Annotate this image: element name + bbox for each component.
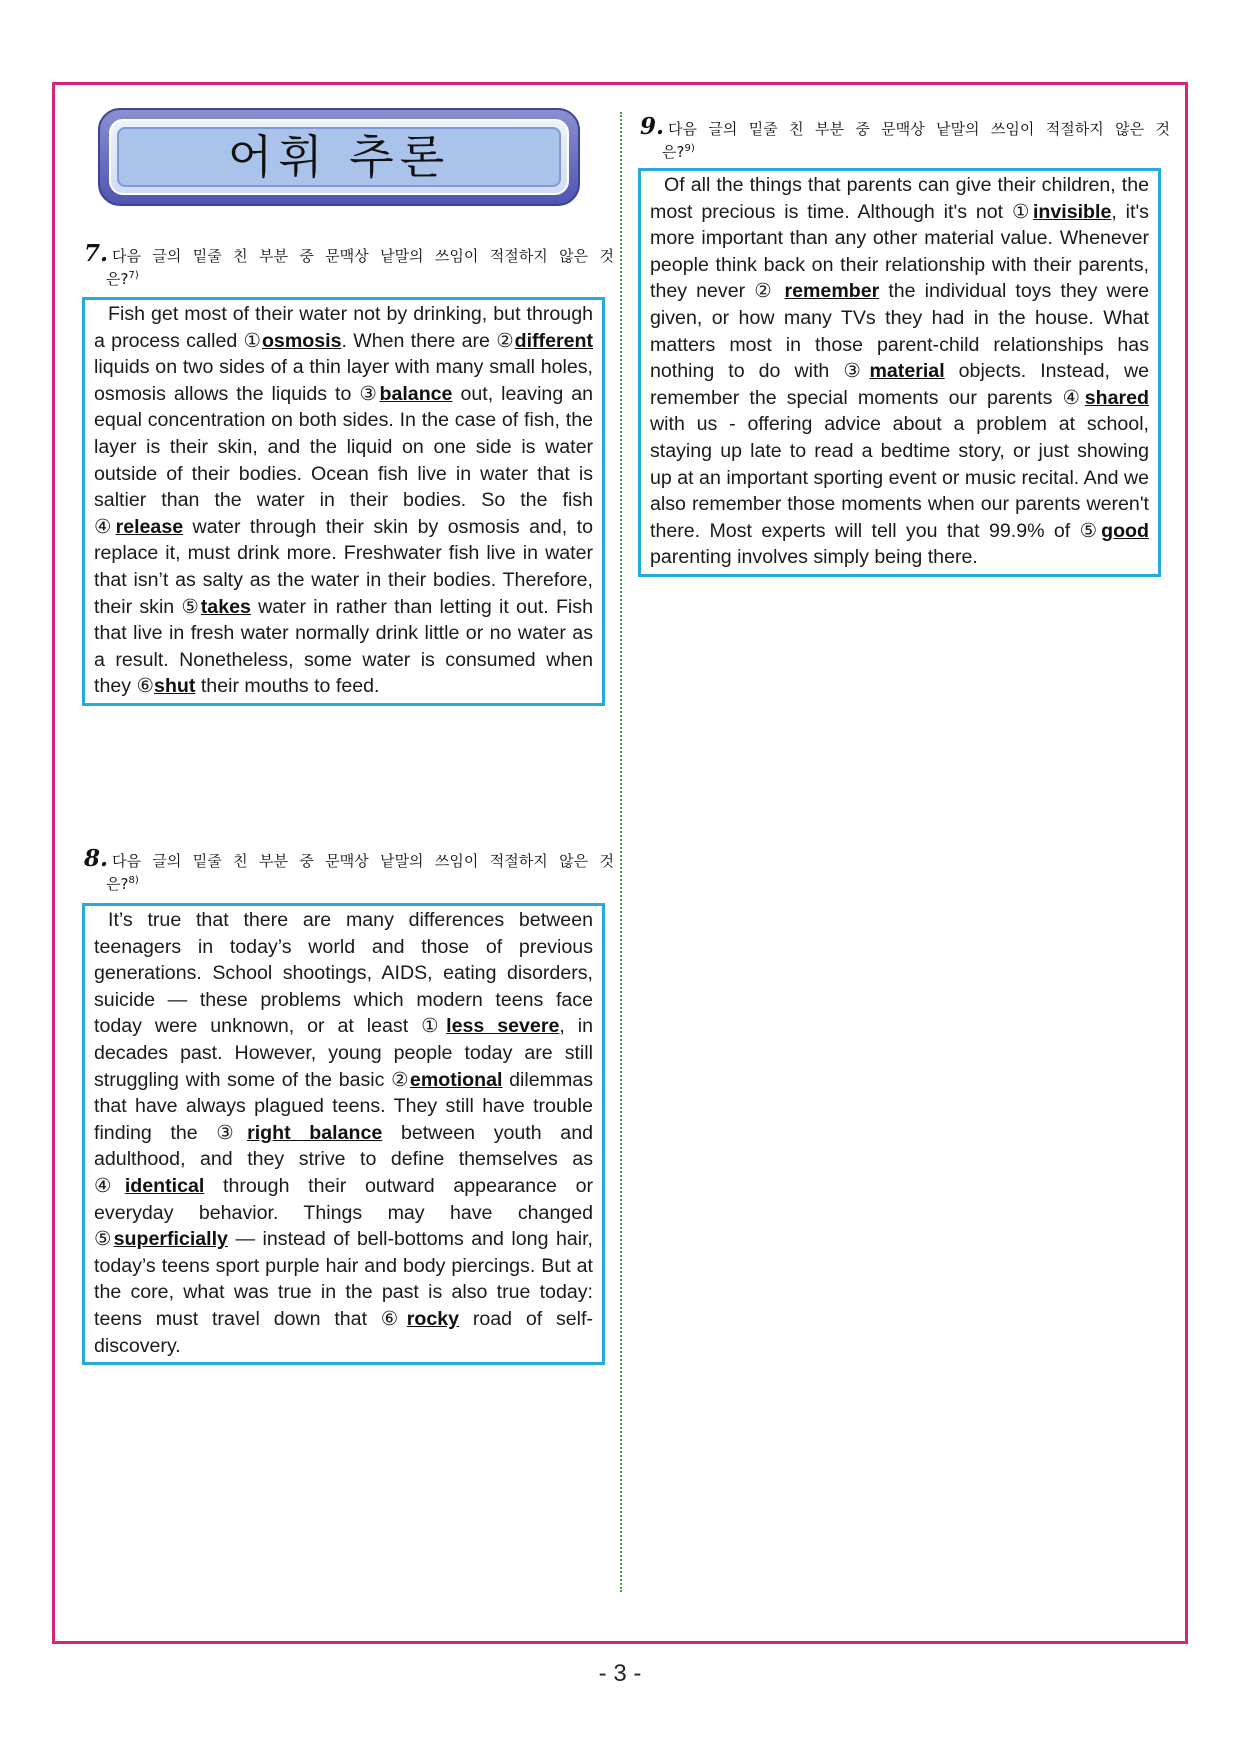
passage-segment: with us - offering advice about a problem at school, staying up late to read a bedtime story, or just showing up at an important sporting event or music recital. And we also remember those moments when our parents weren't there. Most experts will tell you that 99.9% of ⑤ (650, 413, 1149, 542)
banner-inner (109, 119, 569, 195)
passage-segment: the individual toys they were given, or how many TVs they had in the house. What matters most in those parent-child relationships has nothing to do with ③ (650, 280, 1149, 383)
underlined-word: superficially (113, 1228, 228, 1251)
passage-segment: objects. Instead, we remember the special moments our parents ④ (650, 360, 1149, 409)
question-8-header (84, 845, 614, 894)
underlined-word: remember (784, 280, 880, 303)
passage-segment: It’s true that there are many differences between teenagers in today’s world and those of previous generations. School shootings, AIDS, eating disorders, suicide — these problems which modern teens face today were unknown, or at least ① (94, 909, 593, 1038)
section-banner (98, 108, 580, 206)
question-prompt-end: 은? (106, 875, 129, 893)
column-divider (620, 112, 622, 1592)
question-prompt: 다음 글의 밑줄 친 부분 중 문맥상 낱말의 쓰임이 적절하지 않은 것 (112, 852, 614, 870)
underlined-word: shared (1084, 386, 1149, 409)
footnote-ref: 9) (684, 143, 695, 154)
question-number: 8. (84, 845, 109, 872)
passage-segment: liquids on two sides of a thin layer with many small holes, osmosis allows the liquids to ③ (94, 356, 593, 405)
underlined-word: different (514, 329, 593, 352)
underlined-word: good (1101, 519, 1149, 542)
underlined-word: rocky (406, 1307, 460, 1330)
underlined-word: balance (379, 382, 453, 405)
underlined-word: takes (200, 595, 251, 618)
section-title: 어휘 추론 (227, 130, 451, 184)
question-prompt: 다음 글의 밑줄 친 부분 중 문맥상 낱말의 쓰임이 적절하지 않은 것 (668, 120, 1170, 138)
passage-segment: water through their skin by osmosis and, to replace it, must drink more. Freshwater fish live in water that isn’t as salty as the water in their bodies. Therefore, their skin ⑤ (94, 515, 593, 618)
passage-segment: parenting involves simply being there. (650, 546, 978, 569)
underlined-word: right balance (247, 1121, 383, 1144)
passage-text (650, 172, 1149, 571)
question-number: 9. (640, 113, 665, 140)
question-7-header (84, 240, 614, 289)
passage-segment: Of all the things that parents can give their children, the most precious is time. Although it's not ① (650, 174, 1149, 223)
underlined-word: less severe (446, 1015, 560, 1038)
footnote-ref: 7) (128, 270, 139, 281)
passage-segment: through their outward appearance or everyday behavior. Things may have changed ⑤ (94, 1174, 593, 1251)
passage-segment: water in rather than letting it out. Fish that live in fresh water normally drink little or no water as a result. Nonetheless, some water is consumed when they ⑥ (94, 595, 593, 698)
underlined-word: identical (124, 1174, 205, 1197)
underlined-word: osmosis (261, 329, 342, 352)
passage-segment: . When there are ② (341, 329, 515, 352)
question-9-header (640, 113, 1170, 162)
question-prompt-end: 은? (106, 270, 129, 288)
page-number: - 3 - (598, 1660, 642, 1687)
passage-segment: their mouths to feed. (195, 675, 380, 698)
passage-segment: , it's more important than any other material value. Whenever people think back on their relationship with their parents, they never ② (650, 200, 1149, 303)
underlined-word: emotional (409, 1068, 503, 1091)
passage-segment: dilemmas that have always plagued teens. They still have trouble finding the ③ (94, 1068, 593, 1144)
passage-segment: out, leaving an equal concentration on both sides. In the case of fish, the layer is their skin, and the liquid on one side is water outside of their bodies. Ocean fish live in water that is saltier than the water in their bodies. So the fish ④ (94, 382, 593, 538)
passage-text (94, 907, 593, 1359)
banner-core (117, 127, 561, 187)
passage-segment: Fish get most of their water not by drinking, but through a process called ① (94, 303, 593, 352)
question-8-passage (82, 903, 605, 1365)
passage-segment: between youth and adulthood, and they strive to define themselves as ④ (94, 1121, 593, 1197)
underlined-word: shut (154, 675, 196, 698)
footnote-ref: 8) (128, 875, 139, 886)
underlined-word: material (869, 360, 945, 383)
passage-text (94, 301, 593, 700)
underlined-word: release (115, 515, 184, 538)
question-9-passage (638, 168, 1161, 577)
underlined-word: invisible (1032, 200, 1112, 223)
passage-segment: , in decades past. However, young people today are still struggling with some of the basic ② (94, 1015, 593, 1091)
passage-segment: — instead of bell-bottoms and long hair, today’s teens sport purple hair and body piercings. But at the core, what was true in the past is also true today: teens must travel down that ⑥ (94, 1228, 593, 1330)
question-prompt: 다음 글의 밑줄 친 부분 중 문맥상 낱말의 쓰임이 적절하지 않은 것 (112, 247, 614, 265)
passage-segment: road of self-discovery. (94, 1307, 593, 1357)
question-7-passage (82, 297, 605, 706)
question-prompt-end: 은? (662, 143, 685, 161)
question-number: 7. (84, 240, 109, 267)
